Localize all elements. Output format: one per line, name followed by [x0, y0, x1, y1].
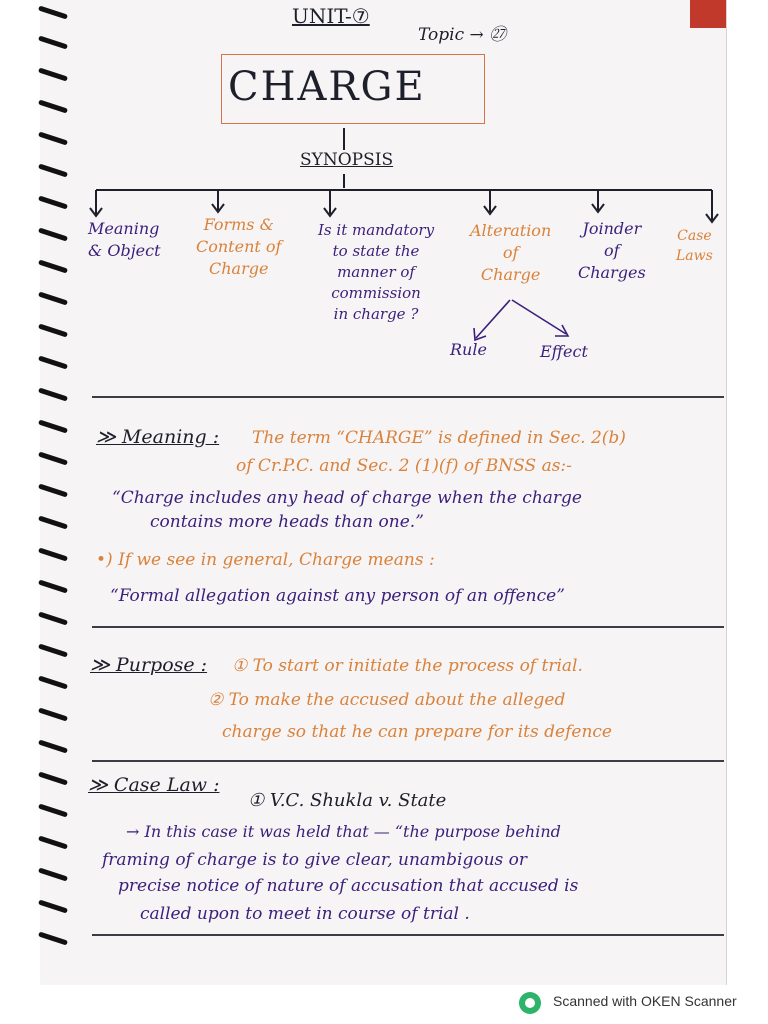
purpose-point-2-cont: charge so that he can prepare for its defence: [222, 722, 612, 742]
general-meaning-quote: “Formal allegation against any person of an offence”: [110, 586, 565, 606]
unit-label: UNIT-⑦: [292, 4, 370, 28]
purpose-point-1: ① To start or initiate the process of trial.: [232, 656, 583, 676]
case-law-line-2: framing of charge is to give clear, unambigous or: [102, 850, 528, 870]
meaning-quote-1: “Charge includes any head of charge when the charge: [112, 488, 582, 508]
divider-top: [92, 396, 724, 398]
meaning-quote-2: contains more heads than one.”: [150, 512, 424, 532]
case-name: ① V.C. Shukla v. State: [248, 790, 447, 811]
purpose-point-2: ② To make the accused about the alleged: [208, 690, 566, 710]
case-law-line-4: called upon to meet in course of trial .: [140, 904, 470, 924]
page-title: CHARGE: [228, 64, 426, 110]
branch-effect: Effect: [540, 342, 588, 361]
case-law-line-3: precise notice of nature of accusation that accused is: [118, 876, 579, 896]
synopsis-item-forms: Forms & Content of Charge: [196, 215, 282, 278]
meaning-heading: ≫ Meaning :: [96, 426, 220, 448]
case-law-heading: ≫ Case Law :: [88, 774, 220, 796]
synopsis-item-joinder: Joinder of Charges: [578, 219, 646, 282]
synopsis-item-alteration: Alteration of Charge: [470, 221, 552, 284]
synopsis-item-case-laws: Case Laws: [676, 228, 713, 264]
divider-purpose: [92, 626, 724, 628]
scanner-label: Scanned with OKEN Scanner: [553, 993, 737, 1009]
meaning-line-2: of Cr.P.C. and Sec. 2 (1)(f) of BNSS as:-: [236, 456, 572, 476]
synopsis-label: SYNOPSIS: [300, 150, 394, 170]
purpose-heading: ≫ Purpose :: [90, 654, 208, 676]
divider-bottom: [92, 934, 724, 936]
branch-rule: Rule: [450, 340, 487, 359]
synopsis-tree: [0, 0, 768, 400]
meaning-line-1: The term “CHARGE” is defined in Sec. 2(b): [252, 428, 626, 448]
synopsis-item-mandatory: Is it mandatory to state the manner of commission in charge ?: [318, 221, 435, 323]
general-meaning: •) If we see in general, Charge means :: [96, 550, 435, 570]
topic-label: Topic → ㉗: [418, 25, 507, 45]
case-law-line-1: → In this case it was held that — “the purpose behind: [126, 822, 561, 841]
divider-case-law: [92, 760, 724, 762]
oken-scanner-logo-icon: [519, 992, 541, 1014]
synopsis-item-meaning: Meaning & Object: [88, 219, 161, 260]
